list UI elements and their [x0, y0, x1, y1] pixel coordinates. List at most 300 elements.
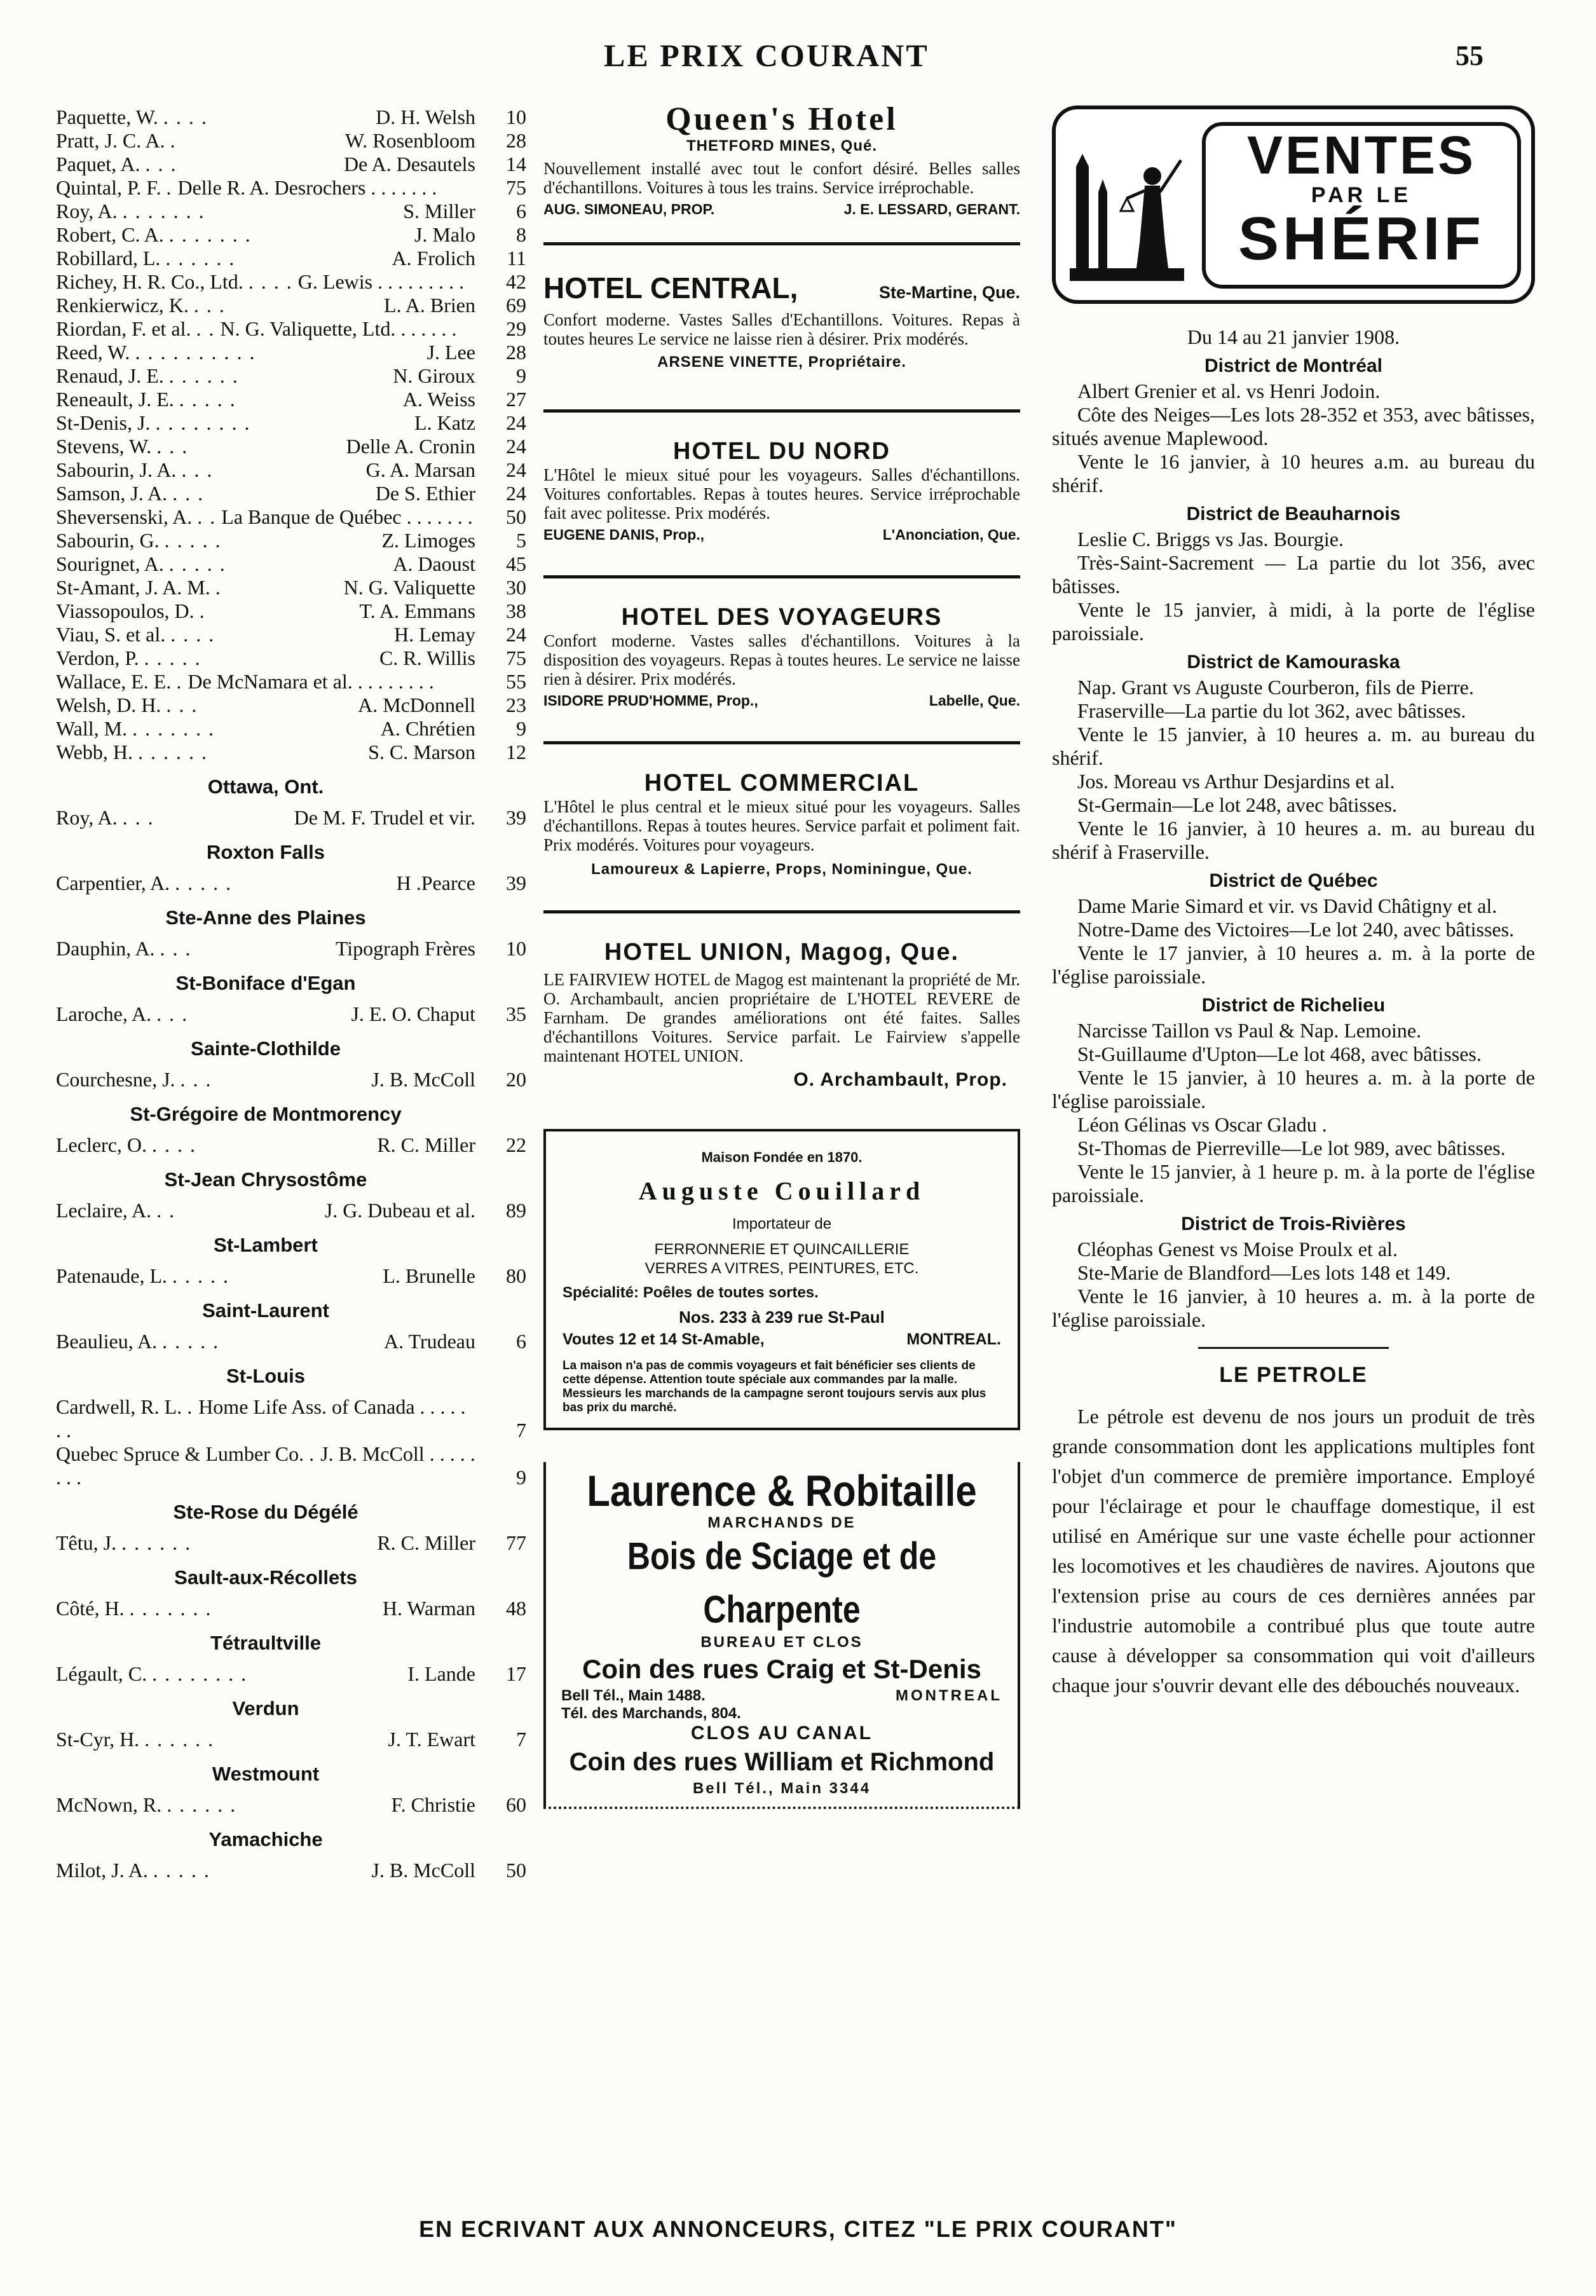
- amount: 30: [506, 576, 526, 599]
- leader-dots: .: [187, 1395, 194, 1418]
- ad-fine-print: La maison n'a pas de commis voyageurs et fait bénéficier ses clients de cette dépense. Attention toute spéciale aux commandes par la malle. Messieurs les marchands de la campagne seront toujours servis aux plus bas prix du marché.: [563, 1359, 986, 1414]
- leader-dots: . . .: [156, 1002, 189, 1025]
- sale-paragraph: Côte des Neiges—Les lots 28-352 et 353, avec bâtisses, situés avenue Maplewood.: [1052, 403, 1535, 449]
- ad-body: Confort moderne. Vastes salles d'échantillons. Voitures à la disposition des voyageurs. Repas à toutes heures. Le service ne laisse rien à désirer. Prix modérés.: [543, 631, 1020, 688]
- ad-title: HOTEL DES VOYAGEURS: [621, 604, 943, 631]
- amount: 75: [506, 176, 526, 199]
- ad-hotel-du-nord: [543, 438, 1020, 543]
- debtor-name: St-Cyr, H.: [56, 1728, 140, 1751]
- leader-dots: . . . . . . .: [132, 717, 215, 740]
- ad-queens-hotel: [543, 102, 1020, 218]
- leader-dots: . . . . .: [175, 871, 233, 894]
- sale-paragraph: Vente le 15 janvier, à midi, à la porte de l'église paroissiale.: [1052, 598, 1535, 645]
- amount: 77: [506, 1531, 526, 1554]
- district-heading: District de Richelieu: [1201, 995, 1386, 1016]
- amount: 10: [506, 106, 526, 128]
- ad-hotel-union: [543, 939, 1020, 1091]
- amount: 6: [516, 200, 526, 222]
- sale-paragraph: Fraserville—La partie du lot 362, avec bâtisses.: [1077, 699, 1466, 722]
- judgment-row: [56, 317, 526, 341]
- judgment-row: [56, 694, 526, 717]
- creditor-name: R. C. Miller: [377, 1531, 475, 1554]
- ad-tel-row: [552, 1705, 1011, 1723]
- amount: 50: [506, 1859, 526, 1882]
- debtor-name: Carpentier, A.: [56, 871, 170, 894]
- judgment-row: [56, 458, 526, 482]
- debtor-name: St-Amant, J. A. M.: [56, 576, 210, 599]
- sale-paragraph: Narcisse Taillon vs Paul & Nap. Lemoine.: [1077, 1019, 1422, 1042]
- ad-signature-left: AUG. SIMONEAU, PROP.: [543, 201, 715, 217]
- leader-dots: . . . . .: [179, 388, 236, 411]
- creditor-name: De M. F. Trudel et vir.: [294, 806, 475, 829]
- debtor-name: Courchesne, J.: [56, 1068, 175, 1091]
- locality-heading: Ste-Rose du Dégélé: [173, 1501, 358, 1523]
- judgment-row: [56, 1442, 526, 1489]
- page-footer: EN ECRIVANT AUX ANNONCEURS, CITEZ "LE PRIX COURANT": [419, 2216, 1177, 2242]
- creditor-name: H .Pearce: [396, 871, 475, 894]
- ad-hotel-des-voyageurs: [543, 604, 1020, 709]
- amount: 9: [516, 1466, 526, 1489]
- amount: 27: [506, 388, 526, 411]
- amount: 28: [506, 341, 526, 364]
- creditor-name: L. A. Brien: [384, 294, 475, 317]
- amount: 35: [506, 1002, 526, 1025]
- debtor-name: Têtu, J.: [56, 1531, 117, 1554]
- creditor-name: N. G. Valiquette: [343, 576, 475, 599]
- amount: 5: [516, 529, 526, 552]
- locality-heading: Yamachiche: [208, 1828, 323, 1850]
- amount: 89: [506, 1199, 526, 1222]
- ad-signature-left: ISIDORE PRUD'HOMME, Prop.,: [543, 692, 758, 709]
- judgment-row: [56, 1531, 526, 1555]
- leader-dots: . . . . . .: [165, 247, 236, 270]
- ad-address-row: [563, 1330, 1001, 1349]
- debtor-name: Viassopoulos, D.: [56, 599, 194, 622]
- locality-heading: Saint-Laurent: [202, 1299, 329, 1322]
- creditor-name: R. C. Miller: [377, 1133, 475, 1156]
- ad-subtitle: BUREAU ET CLOS: [700, 1634, 863, 1651]
- judgment-row: [56, 1068, 526, 1091]
- debtor-name: Beaulieu, A.: [56, 1330, 158, 1353]
- locality-heading: Ottawa, Ont.: [207, 776, 324, 798]
- article-body: Le pétrole est devenu de nos jours un produit de très grande consommation dont les applications multiples font l'objet d'un commerce de première importance. Employé pour l'éclairage et pour le chauffage domestique, il est utilisé en Amérique sur une vaste échelle pour actionner les locomotives et les chaudières de navires. Ajoutons que l'extension prise au cours de ces dernières années par l'industrie automobile a contribué plus que toute autre cause à développer sa consommation qui voit d'ailleurs chaque jour s'ouvrir devant elle des débouchés nouveaux.: [1052, 1405, 1535, 1697]
- amount: 7: [516, 1419, 526, 1442]
- debtor-name: Wall, M.: [56, 717, 128, 740]
- leader-dots: .: [166, 176, 173, 199]
- locality-heading: Tétraultville: [210, 1632, 321, 1654]
- leader-dots: . . .: [145, 153, 177, 175]
- leader-dots: . . .: [193, 294, 226, 317]
- creditor-name: J. G. Dubeau et al.: [324, 1199, 475, 1222]
- district-list: [1052, 355, 1535, 1332]
- judgment-row: [56, 247, 526, 270]
- sheriff-sales-column: [1052, 106, 1535, 1700]
- debtor-name: Samson, J. A.: [56, 482, 168, 505]
- judgment-row: [56, 1859, 526, 1882]
- leader-dots: . . . . . . . .: [155, 411, 251, 434]
- debtor-name: Welsh, D. H.: [56, 694, 161, 716]
- judgment-row: [56, 505, 526, 529]
- sale-paragraph: St-Germain—Le lot 248, avec bâtisses.: [1077, 793, 1397, 816]
- judgment-row: [56, 741, 526, 764]
- creditor-name: Home Life Ass. of Canada . . . . . . .: [56, 1395, 466, 1442]
- logo-line: PAR LE: [1311, 183, 1412, 207]
- creditor-name: T. A. Emmans: [359, 599, 475, 622]
- amount: 22: [506, 1133, 526, 1156]
- creditor-name: A. Daoust: [393, 552, 475, 575]
- leader-dots: . . . .: [152, 1133, 197, 1156]
- creditor-name: N. G. Valiquette, Ltd. . . . . . .: [220, 317, 457, 340]
- leader-dots: . . . . . .: [144, 1728, 215, 1751]
- amount: 24: [506, 482, 526, 505]
- locality-heading: St-Louis: [226, 1365, 305, 1387]
- creditor-name: H. Lemay: [394, 623, 475, 646]
- locality-heading: St-Jean Chrysostôme: [164, 1168, 367, 1191]
- amount: 24: [506, 623, 526, 646]
- creditor-name: S. C. Marson: [368, 741, 475, 763]
- leader-dots: . . . . . . . . . .: [135, 341, 256, 364]
- judgment-row: [56, 670, 526, 694]
- judgment-row: [56, 1662, 526, 1686]
- sheriff-logo-text: [1202, 122, 1521, 289]
- ad-body: L'Hôtel le plus central et le mieux situé pour les voyageurs. Salles d'échantillons. Repas à toutes heures. Service parfait et poliment fait. Prix modérés. Voitures pour voyageurs.: [543, 797, 1020, 854]
- ad-signature-right: J. E. LESSARD, GERANT.: [843, 201, 1020, 217]
- ad-signature: [543, 692, 1020, 709]
- page-number: 55: [1456, 40, 1483, 71]
- debtor-name: Viau, S. et al.: [56, 623, 166, 646]
- justice-statue-icon: [1063, 116, 1190, 287]
- judgment-row: [56, 270, 526, 294]
- amount: 17: [506, 1662, 526, 1685]
- ad-hotel-central: [543, 271, 1020, 371]
- debtor-name: St-Denis, J.: [56, 411, 151, 434]
- debtor-name: Sabourin, J. A.: [56, 458, 177, 481]
- debtor-name: Côté, H.: [56, 1597, 125, 1620]
- judgment-row: [56, 529, 526, 552]
- debtor-name: Milot, J. A.: [56, 1859, 148, 1882]
- debtor-name: Quintal, P. F.: [56, 176, 161, 199]
- amount: 48: [506, 1597, 526, 1620]
- amount: 69: [506, 294, 526, 317]
- amount: 24: [506, 435, 526, 458]
- creditor-name: De McNamara et al. . . . . . . . .: [188, 670, 434, 693]
- amount: 20: [506, 1068, 526, 1091]
- judgment-row: [56, 435, 526, 458]
- debtor-name: Leclaire, A.: [56, 1199, 152, 1222]
- sale-paragraph: Léon Gélinas vs Oscar Gladu .: [1077, 1113, 1327, 1136]
- ad-tel: Bell Tél., Main 1488.: [561, 1687, 706, 1704]
- judgments-column: [56, 106, 526, 1882]
- creditor-name: D. H. Welsh: [376, 106, 475, 128]
- leader-dots: . . . . . . .: [122, 200, 205, 222]
- ad-headline: Coin des rues William et Richmond: [569, 1748, 995, 1776]
- debtor-name: Cardwell, R. L.: [56, 1395, 182, 1418]
- ad-body: LE FAIRVIEW HOTEL de Magog est maintenant la propriété de Mr. O. Archambault, ancien propriétaire de L'HOTEL REVERE de Farnham. De grandes améliorations ont été faites. Salles d'échantillons Voitures. Service parfait. Le Fairview s'appelle maintenant HOTEL UNION.: [543, 970, 1020, 1065]
- debtor-name: Paquette, W.: [56, 106, 158, 128]
- page-header: [0, 37, 1596, 81]
- amount: 23: [506, 694, 526, 716]
- judgment-row: [56, 576, 526, 599]
- leader-dots: . .: [196, 317, 215, 340]
- ad-line: VERRES A VITRES, PEINTURES, ETC.: [645, 1260, 919, 1277]
- leader-dots: . . .: [166, 694, 198, 716]
- locality-heading: Verdun: [232, 1697, 299, 1719]
- debtor-name: Patenaude, L.: [56, 1264, 168, 1287]
- leader-dots: . . .: [156, 435, 189, 458]
- creditor-name: G. Lewis . . . . . . . . .: [297, 270, 465, 293]
- sale-paragraph: Vente le 16 janvier, à 10 heures a. m. à la porte de l'église paroissiale.: [1052, 1285, 1535, 1331]
- leader-dots: .: [199, 599, 206, 622]
- logo-line: SHÉRIF: [1238, 205, 1485, 273]
- amount: 28: [506, 129, 526, 152]
- amount: 29: [506, 317, 526, 340]
- amount: 12: [506, 741, 526, 763]
- ad-title: HOTEL UNION, Magog, Que.: [604, 939, 960, 966]
- advertisements-column: [543, 102, 1020, 1809]
- divider: [543, 575, 1020, 578]
- judgment-row: [56, 1199, 526, 1222]
- judgment-row: [56, 294, 526, 317]
- creditor-name: J. B. McColl . . . . . . . .: [56, 1442, 475, 1489]
- judgment-row: [56, 176, 526, 200]
- district-heading: District de Trois-Rivières: [1181, 1213, 1406, 1234]
- leader-dots: . . . .: [170, 623, 215, 646]
- leader-dots: .: [176, 670, 183, 693]
- district-heading: District de Beauharnois: [1186, 503, 1401, 524]
- creditor-name: A. Trudeau: [383, 1330, 475, 1353]
- district-heading: District de Kamouraska: [1187, 652, 1400, 673]
- debtor-name: Roy, A.: [56, 806, 118, 829]
- leader-dots: . . . . .: [172, 1264, 230, 1287]
- leader-dots: . . .: [160, 937, 192, 960]
- amount: 9: [516, 717, 526, 740]
- creditor-name: A. Weiss: [402, 388, 475, 411]
- creditor-name: J. Lee: [426, 341, 475, 364]
- creditor-name: G. A. Marsan: [365, 458, 475, 481]
- ad-signature-left: EUGENE DANIS, Prop.,: [543, 526, 705, 543]
- ad-signature: O. Archambault, Prop.: [793, 1069, 1007, 1090]
- debtor-name: Sabourin, G.: [56, 529, 160, 552]
- divider: [543, 409, 1020, 413]
- sale-dates: Du 14 au 21 janvier 1908.: [1187, 325, 1400, 348]
- leader-dots: .: [309, 1442, 316, 1465]
- leader-dots: . .: [156, 1199, 176, 1222]
- ad-body: Nouvellement installé avec tout le confort désiré. Belles salles d'échantillons. Voitures à tous les trains. Service irréprochable.: [543, 159, 1020, 197]
- sale-paragraph: Vente le 17 janvier, à 10 heures a. m. à la porte de l'église paroissiale.: [1052, 941, 1535, 988]
- ad-signature-right: L'Anonciation, Que.: [882, 526, 1020, 543]
- judgment-row: [56, 806, 526, 830]
- amount: 55: [506, 670, 526, 693]
- debtor-name: Quebec Spruce & Lumber Co.: [56, 1442, 304, 1465]
- debtor-name: Verdon, P.: [56, 646, 139, 669]
- amount: 10: [506, 937, 526, 960]
- judgment-row: [56, 1002, 526, 1026]
- ad-title: HOTEL DU NORD: [673, 438, 890, 465]
- leader-dots: . . .: [172, 482, 205, 505]
- judgment-row: [56, 482, 526, 505]
- sale-paragraph: Vente le 15 janvier, à 1 heure p. m. à la porte de l'église paroissiale.: [1052, 1160, 1535, 1206]
- district-heading: District de Montréal: [1204, 355, 1383, 376]
- amount: 7: [516, 1728, 526, 1751]
- creditor-name: A. Frolich: [392, 247, 475, 270]
- leader-dots: . . . . .: [144, 646, 201, 669]
- leader-dots: . . .: [180, 1068, 212, 1091]
- district-heading: District de Québec: [1209, 870, 1378, 891]
- amount: 42: [506, 270, 526, 293]
- sheriff-logo: [1052, 106, 1535, 304]
- creditor-name: L. Brunelle: [383, 1264, 475, 1287]
- ad-tel-row: [552, 1687, 1011, 1705]
- amount: 38: [506, 599, 526, 622]
- locality-heading: St-Boniface d'Egan: [175, 972, 356, 994]
- ad-city: MONTREAL: [896, 1687, 1002, 1704]
- ad-signature: ARSENE VINETTE, Propriétaire.: [657, 353, 906, 371]
- creditor-name: J. T. Ewart: [388, 1728, 475, 1751]
- article-title: LE PETROLE: [1219, 1363, 1368, 1387]
- leader-dots: . . . .: [163, 106, 208, 128]
- sale-paragraph: Leslie C. Briggs vs Jas. Bourgie.: [1077, 528, 1344, 550]
- creditor-name: A. McDonnell: [358, 694, 475, 716]
- ad-body: L'Hôtel le mieux situé pour les voyageurs. Salles d'échantillons. Voitures confortables. Repas à toutes heures. Service irréprochable fait avec politesse. Prix modérés.: [543, 465, 1020, 523]
- locality-heading: St-Lambert: [214, 1234, 318, 1256]
- amount: 39: [506, 806, 526, 829]
- leader-dots: . . . . . . . .: [152, 1662, 248, 1685]
- creditor-name: De A. Desautels: [343, 153, 475, 175]
- creditor-name: I. Lande: [407, 1662, 475, 1685]
- creditor-name: H. Warman: [382, 1597, 475, 1620]
- sale-paragraph: Cléophas Genest vs Moise Proulx et al.: [1077, 1238, 1398, 1261]
- leader-dots: . . . . . .: [168, 364, 239, 387]
- amount: 80: [506, 1264, 526, 1287]
- creditor-name: Tipograph Frères: [335, 937, 475, 960]
- creditor-name: W. Rosenbloom: [344, 129, 475, 152]
- debtor-name: Laroche, A.: [56, 1002, 152, 1025]
- debtor-name: Wallace, E. E.: [56, 670, 172, 693]
- ad-body: Confort moderne. Vastes Salles d'Echantillons. Voitures. Repas à toutes heures Le service ne laisse rien à désirer. Prix modérés.: [543, 310, 1020, 348]
- judgment-row: [56, 646, 526, 670]
- locality-heading: Westmount: [212, 1763, 320, 1785]
- leader-dots: .: [170, 129, 177, 152]
- creditor-name: Z. Limoges: [381, 529, 475, 552]
- locality-heading: Sainte-Clothilde: [191, 1037, 341, 1060]
- ad-headline: Coin des rues Craig et St-Denis: [582, 1654, 981, 1684]
- ad-line: FERRONNERIE ET QUINCAILLERIE: [654, 1241, 910, 1258]
- judgment-row: [56, 1395, 526, 1442]
- creditor-name: N. Giroux: [393, 364, 475, 387]
- sale-paragraph: Jos. Moreau vs Arthur Desjardins et al.: [1077, 770, 1395, 793]
- ad-title: Auguste Couillard: [638, 1177, 925, 1205]
- debtor-name: Sourignet, A.: [56, 552, 164, 575]
- judgment-row: [56, 200, 526, 223]
- debtor-name: Reneault, J. E.: [56, 388, 174, 411]
- leader-dots: . . . . . .: [137, 741, 208, 763]
- creditor-name: Delle A. Cronin: [346, 435, 475, 458]
- judgment-row: [56, 388, 526, 411]
- logo-line: VENTES: [1246, 125, 1477, 185]
- amount: 6: [516, 1330, 526, 1353]
- locality-heading: Ste-Anne des Plaines: [165, 906, 366, 929]
- judgment-row: [56, 1597, 526, 1620]
- ad-title: HOTEL COMMERCIAL: [644, 770, 920, 796]
- debtor-name: Sheversenski, A.: [56, 505, 193, 528]
- creditor-name: De S. Ethier: [375, 482, 475, 505]
- sale-paragraph: Albert Grenier et al. vs Henri Jodoin.: [1077, 379, 1381, 402]
- locality-heading: St-Grégoire de Montmorency: [130, 1103, 402, 1125]
- ad-signature: [543, 201, 1020, 218]
- debtor-name: Pratt, J. C. A.: [56, 129, 165, 152]
- ad-subtitle: MARCHANDS DE: [707, 1514, 856, 1531]
- ad-place: Ste-Martine, Que.: [878, 283, 1020, 302]
- ad-headline: Bois de Sciage et de Charpente: [627, 1534, 937, 1631]
- leader-dots: . . . . .: [168, 552, 226, 575]
- debtor-name: Reed, W.: [56, 341, 130, 364]
- creditor-name: J. Malo: [414, 223, 475, 246]
- sale-paragraph: St-Thomas de Pierreville—Le lot 989, avec bâtisses.: [1077, 1137, 1506, 1159]
- debtor-name: McNown, R.: [56, 1793, 162, 1816]
- sale-paragraph: Notre-Dame des Victoires—Le lot 240, avec bâtisses.: [1077, 918, 1515, 941]
- divider: [543, 242, 1020, 245]
- creditor-name: L. Katz: [414, 411, 475, 434]
- creditor-name: A. Chrétien: [380, 717, 475, 740]
- sale-paragraph: St-Guillaume d'Upton—Le lot 468, avec bâtisses.: [1077, 1042, 1482, 1065]
- leader-dots: . . . . .: [153, 1859, 210, 1882]
- leader-dots: .: [215, 576, 222, 599]
- judgment-row: [56, 599, 526, 623]
- amount: 39: [506, 871, 526, 894]
- judgment-row: [56, 552, 526, 576]
- judgment-row: [56, 411, 526, 435]
- debtor-name: Roy, A.: [56, 200, 118, 222]
- debtor-name: Renaud, J. E.: [56, 364, 164, 387]
- leader-dots: . . . . . . .: [129, 1597, 212, 1620]
- sale-paragraph: Dame Marie Simard et vir. vs David Châtigny et al.: [1077, 894, 1497, 917]
- divider: [543, 910, 1020, 913]
- debtor-name: Riordan, F. et al.: [56, 317, 191, 340]
- leader-dots: . .: [197, 505, 217, 528]
- ad-place: THETFORD MINES, Qué.: [686, 137, 877, 154]
- sale-paragraph: Vente le 15 janvier, à 10 heures a. m. au bureau du shérif.: [1052, 723, 1535, 769]
- amount: 45: [506, 552, 526, 575]
- leader-dots: . . . .: [248, 270, 293, 293]
- ad-title: HOTEL CENTRAL,: [543, 271, 798, 304]
- leader-dots: . . .: [122, 806, 154, 829]
- ad-hotel-commercial: [543, 770, 1020, 878]
- judgment-row: [56, 717, 526, 741]
- creditor-name: Delle R. A. Desrochers . . . . . . .: [177, 176, 437, 199]
- sale-paragraph: Vente le 15 janvier, à 10 heures a. m. à la porte de l'église paroissiale.: [1052, 1066, 1535, 1112]
- debtor-name: Webb, H.: [56, 741, 133, 763]
- ad-title: Laurence & Robitaille: [587, 1466, 977, 1515]
- judgment-row: [56, 153, 526, 176]
- amount: 24: [506, 458, 526, 481]
- leader-dots: . . . . . .: [121, 1531, 192, 1554]
- amount: 8: [516, 223, 526, 246]
- ad-tel: Bell Tél., Main 3344: [692, 1780, 871, 1797]
- sale-paragraph: Ste-Marie de Blandford—Les lots 148 et 149.: [1077, 1261, 1451, 1284]
- divider: [1198, 1347, 1389, 1349]
- debtor-name: Leclerc, O.: [56, 1133, 147, 1156]
- creditor-name: S. Miller: [403, 200, 475, 222]
- leader-dots: . . . . .: [162, 1330, 220, 1353]
- amount: 11: [507, 247, 526, 270]
- judgment-row: [56, 1793, 526, 1817]
- ad-founded: Maison Fondée en 1870.: [701, 1149, 863, 1165]
- creditor-name: J. B. McColl: [371, 1859, 475, 1882]
- creditor-name: J. B. McColl: [371, 1068, 475, 1091]
- judgment-row: [56, 1728, 526, 1751]
- judgment-row: [56, 364, 526, 388]
- ad-title: Queen's Hotel: [665, 101, 898, 137]
